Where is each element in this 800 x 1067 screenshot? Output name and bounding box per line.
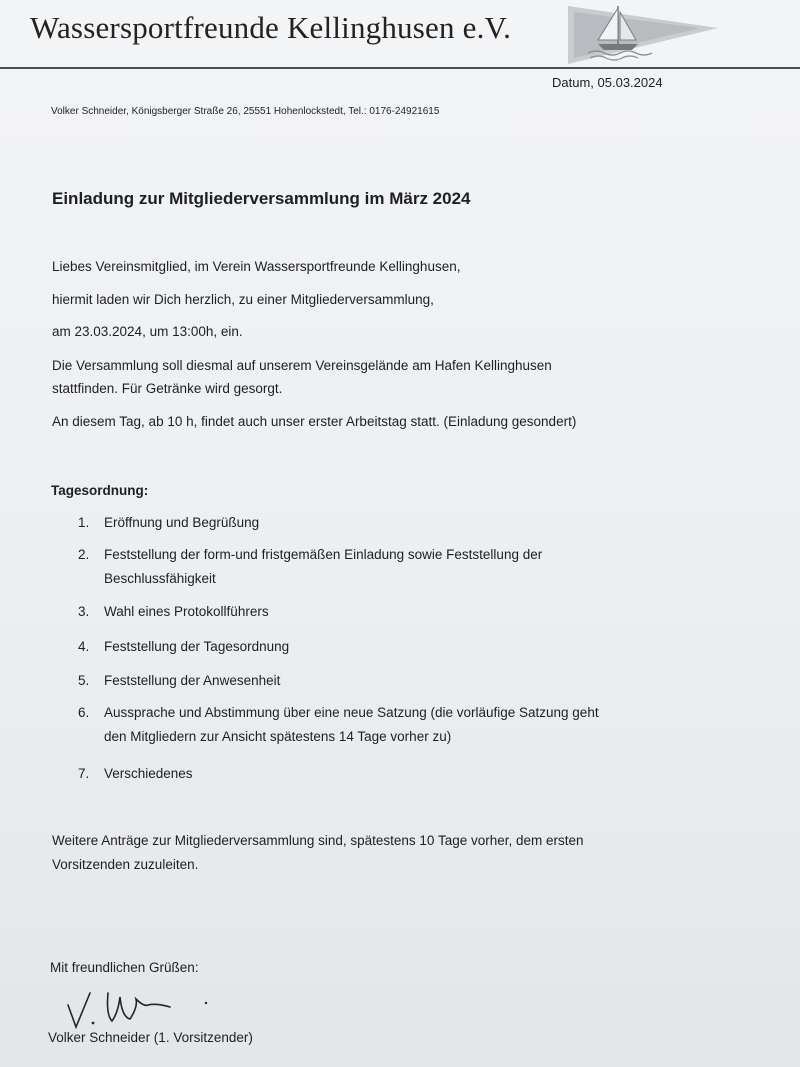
agenda-item-text: Verschiedenes <box>104 766 193 781</box>
motions-line-1: Weitere Anträge zur Mitgliederversammlung sind, spätestens 10 Tage vorher, dem ersten <box>52 833 584 848</box>
agenda-item-number: 1. <box>78 515 90 530</box>
meeting-date-line: am 23.03.2024, um 13:00h, ein. <box>52 324 243 339</box>
closing-salutation: Mit freundlichen Grüßen: <box>50 960 199 975</box>
sender-address-line: Volker Schneider, Königsberger Straße 26, 25551 Hohenlockstedt, Tel.: 0176-24921615 <box>51 106 440 117</box>
agenda-item-text: Aussprache und Abstimmung über eine neue Satzung (die vorläufige Satzung geht <box>104 705 599 720</box>
agenda-item-text: Beschlussfähigkeit <box>104 571 216 586</box>
agenda-item-number: 6. <box>78 705 90 720</box>
letter-date: Datum, 05.03.2024 <box>552 75 663 90</box>
signer-name: Volker Schneider (1. Vorsitzender) <box>48 1030 253 1045</box>
agenda-item-number: 7. <box>78 766 90 781</box>
agenda-item-text: Eröffnung und Begrüßung <box>104 515 260 530</box>
venue-line-1: Die Versammlung soll diesmal auf unserem Vereinsgelände am Hafen Kellinghusen <box>52 358 552 373</box>
sailboat-logo <box>568 0 718 64</box>
letter-subject: Einladung zur Mitgliederversammlung im März 2024 <box>52 189 471 208</box>
agenda-heading: Tagesordnung: <box>51 483 149 498</box>
agenda-item-text: Feststellung der Anwesenheit <box>104 673 281 688</box>
letterhead-divider <box>0 67 800 69</box>
venue-line-2: stattfinden. Für Getränke wird gesorgt. <box>52 381 283 396</box>
motions-line-2: Vorsitzenden zuzuleiten. <box>52 857 199 872</box>
agenda-item-number: 2. <box>78 547 90 562</box>
agenda-item-text: den Mitgliedern zur Ansicht spätestens 14 Tage vorher zu) <box>104 729 452 744</box>
agenda-item-text: Wahl eines Protokollführers <box>104 604 269 619</box>
agenda-item-text: Feststellung der form-und fristgemäßen Einladung sowie Feststellung der <box>104 547 543 562</box>
agenda-item-number: 3. <box>78 604 90 619</box>
invitation-line: hiermit laden wir Dich herzlich, zu einer Mitgliederversammlung, <box>52 292 434 307</box>
agenda-item-number: 5. <box>78 673 90 688</box>
workday-line: An diesem Tag, ab 10 h, findet auch unser erster Arbeitstag statt. (Einladung gesondert) <box>52 414 577 429</box>
greeting-line: Liebes Vereinsmitglied, im Verein Wassersportfreunde Kellinghusen, <box>52 259 461 274</box>
letterhead-title: Wassersportfreunde Kellinghusen e.V. <box>30 10 512 45</box>
agenda-item-text: Feststellung der Tagesordnung <box>104 639 290 654</box>
agenda-item-number: 4. <box>78 639 90 654</box>
